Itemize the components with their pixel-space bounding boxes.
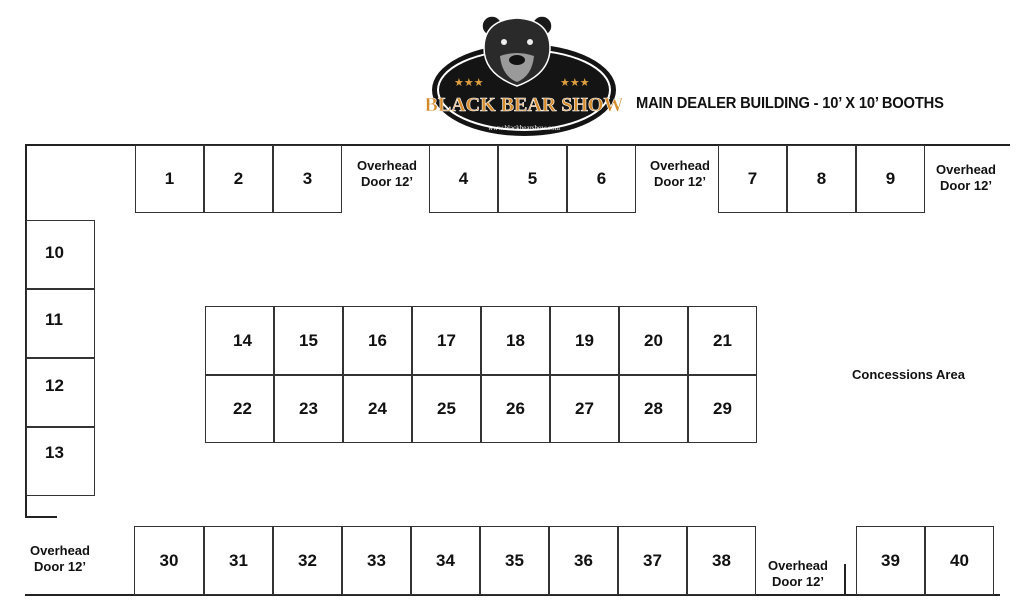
booth-16[interactable]: 16 bbox=[343, 306, 412, 375]
overhead-door-top-2: Overhead Door 12’ bbox=[650, 158, 710, 189]
booth-26[interactable]: 26 bbox=[481, 375, 550, 443]
booth-29[interactable]: 29 bbox=[688, 375, 757, 443]
booth-33[interactable]: 33 bbox=[342, 526, 411, 595]
booth-14[interactable]: 14 bbox=[205, 306, 274, 375]
wall-door-post bbox=[844, 564, 846, 594]
booth-36[interactable]: 36 bbox=[549, 526, 618, 595]
booth-6[interactable]: 6 bbox=[567, 145, 636, 213]
booth-11[interactable]: 11 bbox=[26, 289, 95, 358]
overhead-door-bottom-left: Overhead Door 12’ bbox=[30, 543, 90, 574]
wall-left-stub bbox=[25, 516, 57, 518]
brand-url: www.blackbearshow.com bbox=[488, 124, 560, 132]
booth-18[interactable]: 18 bbox=[481, 306, 550, 375]
booth-4[interactable]: 4 bbox=[429, 145, 498, 213]
booth-5[interactable]: 5 bbox=[498, 145, 567, 213]
overhead-door-bottom-right: Overhead Door 12’ bbox=[768, 558, 828, 589]
booth-35[interactable]: 35 bbox=[480, 526, 549, 595]
booth-37[interactable]: 37 bbox=[618, 526, 687, 595]
booth-32[interactable]: 32 bbox=[273, 526, 342, 595]
bear-logo-icon bbox=[426, 8, 622, 140]
booth-3[interactable]: 3 bbox=[273, 145, 342, 213]
overhead-door-top-1: Overhead Door 12’ bbox=[357, 158, 417, 189]
booth-30[interactable]: 30 bbox=[134, 526, 204, 595]
concessions-area: Concessions Area bbox=[852, 367, 965, 382]
booth-13[interactable]: 13 bbox=[26, 427, 95, 496]
booth-39[interactable]: 39 bbox=[856, 526, 925, 595]
overhead-door-top-3: Overhead Door 12’ bbox=[936, 162, 996, 193]
booth-19[interactable]: 19 bbox=[550, 306, 619, 375]
booth-20[interactable]: 20 bbox=[619, 306, 688, 375]
booth-10[interactable]: 10 bbox=[26, 220, 95, 289]
svg-text:★★★: ★★★ bbox=[454, 76, 484, 89]
booth-25[interactable]: 25 bbox=[412, 375, 481, 443]
booth-28[interactable]: 28 bbox=[619, 375, 688, 443]
booth-34[interactable]: 34 bbox=[411, 526, 480, 595]
booth-9[interactable]: 9 bbox=[856, 145, 925, 213]
booth-1[interactable]: 1 bbox=[135, 145, 204, 213]
booth-38[interactable]: 38 bbox=[687, 526, 756, 595]
booth-27[interactable]: 27 bbox=[550, 375, 619, 443]
booth-40[interactable]: 40 bbox=[925, 526, 994, 595]
brand-text: BLACK BEAR SHOW bbox=[426, 94, 622, 116]
booth-15[interactable]: 15 bbox=[274, 306, 343, 375]
booth-2[interactable]: 2 bbox=[204, 145, 273, 213]
booth-7[interactable]: 7 bbox=[718, 145, 787, 213]
booth-22[interactable]: 22 bbox=[205, 375, 274, 443]
page-title: MAIN DEALER BUILDING - 10’ X 10’ BOOTHS bbox=[636, 95, 944, 112]
svg-text:★★★: ★★★ bbox=[560, 76, 590, 89]
booth-12[interactable]: 12 bbox=[26, 358, 95, 427]
booth-31[interactable]: 31 bbox=[204, 526, 273, 595]
booth-8[interactable]: 8 bbox=[787, 145, 856, 213]
booth-21[interactable]: 21 bbox=[688, 306, 757, 375]
booth-23[interactable]: 23 bbox=[274, 375, 343, 443]
black-bear-show-logo bbox=[426, 8, 622, 140]
booth-24[interactable]: 24 bbox=[343, 375, 412, 443]
booth-17[interactable]: 17 bbox=[412, 306, 481, 375]
